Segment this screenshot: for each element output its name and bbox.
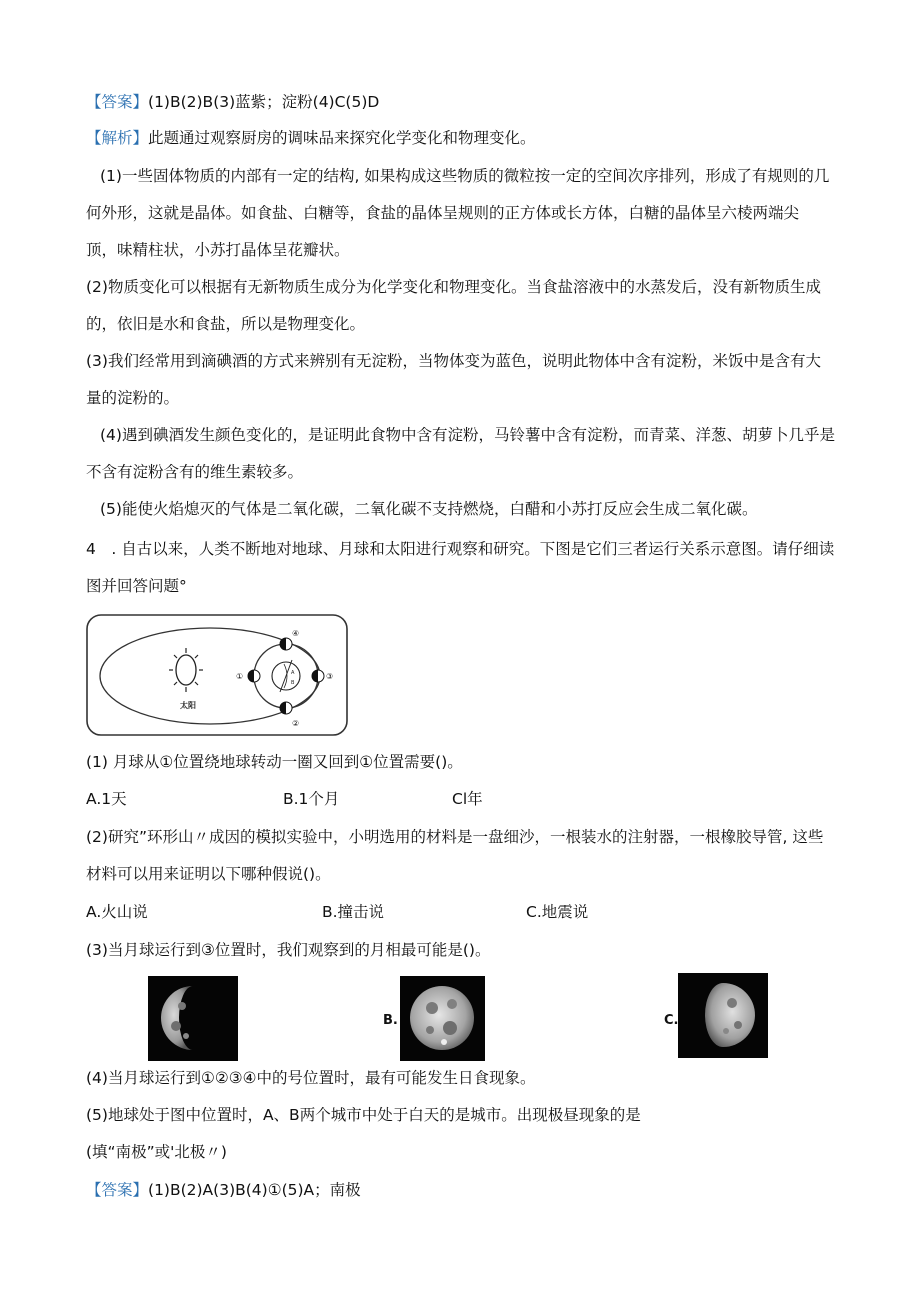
q4-stem-line2: 图并回答问题° (86, 577, 187, 595)
analysis-line (86, 128, 536, 148)
moon-option-c-label: C. (664, 1013, 679, 1028)
sun-icon (169, 648, 203, 692)
q4-sub3: (3)当月球运行到③位置时，我们观察到的月相最可能是()。 (86, 941, 491, 959)
q4-sub2-line2: 材料可以用来证明以下哪种假说()。 (86, 865, 331, 883)
q4-sub2-option-c: C.地震说 (526, 903, 589, 921)
moon-position-3-icon (312, 670, 324, 682)
moon-phase-image-b (400, 976, 485, 1061)
analysis-p1-line3: 顶，味精柱状，小苏打晶体呈花瓣状。 (86, 241, 350, 259)
q4-sub5-line1: (5)地球处于图中位置时，A、B两个城市中处于白天的是城市。出现极昼现象的是 (86, 1106, 641, 1124)
answer-tag: 【答案】 (86, 93, 149, 111)
earth-icon (272, 660, 300, 692)
analysis-p4-line1: (4)遇到碘酒发生颜色变化的，是证明此食物中含有淀粉，马铃薯中含有淀粉，而青菜、洋葱、胡萝卜几乎是 (100, 426, 835, 444)
moon-phase-image-a (148, 976, 238, 1061)
analysis-p3-line2: 量的淀粉的。 (86, 389, 180, 407)
q4-sub1-option-a: A.1天 (86, 790, 127, 808)
orbit-diagram (86, 614, 348, 736)
pos-4-label: ④ (292, 629, 300, 638)
answer2-text: (1)B(2)A(3)B(4)①(5)A；南极 (148, 1181, 361, 1199)
analysis-tag: 【解析】 (86, 129, 149, 147)
answer-line-2 (86, 1180, 361, 1200)
analysis-p2-line1: (2)物质变化可以根据有无新物质生成分为化学变化和物理变化。当食盐溶液中的水蒸发后，没有新物质生成 (86, 278, 821, 296)
pos-2-label: ② (292, 719, 300, 728)
sun-label: 太阳 (180, 701, 196, 710)
analysis-intro: 此题通过观察厨房的调味品来探究化学变化和物理变化。 (148, 129, 536, 147)
analysis-p3-line1: (3)我们经常用到滴碘酒的方式来辨别有无淀粉，当物体变为蓝色，说明此物体中含有淀粉，米饭中是含有大 (86, 352, 821, 370)
analysis-p4-line2: 不含有淀粉含有的维生素较多。 (86, 463, 304, 481)
moon-position-2-icon (280, 702, 292, 714)
analysis-p1-line1: (1)一些固体物质的内部有一定的结构, 如果构成这些物质的微粒按一定的空间次序排列，形成了有规则的几 (100, 167, 830, 185)
q4-stem-line1: 4 . 自古以来，人类不断地对地球、月球和太阳进行观察和研究。下图是它们三者运行关系示意图。请仔细读 (86, 540, 835, 558)
moon-position-4-icon (280, 638, 292, 650)
diagram-frame (87, 615, 347, 735)
q4-sub4: (4)当月球运行到①②③④中的号位置时，最有可能发生日食现象。 (86, 1069, 536, 1087)
answer-text: (1)B(2)B(3)蓝紫；淀粉(4)C(5)D (148, 93, 380, 111)
q4-sub1: (1) 月球从①位置绕地球转动一圈又回到①位置需要()。 (86, 753, 463, 771)
pos-3-label: ③ (326, 672, 334, 681)
earth-label-a: A (291, 670, 295, 676)
q4-sub1-option-c: Cl年 (452, 790, 483, 808)
analysis-p1-line2: 何外形，这就是晶体。如食盐、白糖等，食盐的晶体呈规则的正方体或长方体，白糖的晶体呈六棱两端尖 (86, 204, 800, 222)
q4-sub2-option-b: B.撞击说 (322, 903, 385, 921)
q4-sub2-line1: (2)研究”环形山〃成因的模拟实验中，小明选用的材料是一盘细沙，一根装水的注射器，一根橡胶导管, 这些 (86, 828, 824, 846)
q4-sub1-option-b: B.1个月 (283, 790, 340, 808)
q4-sub2-option-a: A.火山说 (86, 903, 148, 921)
moon-option-b-label: B. (383, 1013, 398, 1028)
earth-label-b: B (291, 680, 295, 686)
answer-line-1 (86, 92, 379, 112)
answer2-tag: 【答案】 (86, 1181, 149, 1199)
q4-sub5-line2: (填“南极”或'北极〃) (86, 1143, 227, 1161)
analysis-p5: (5)能使火焰熄灭的气体是二氧化碳，二氧化碳不支持燃烧，白醋和小苏打反应会生成二氧化碳。 (100, 500, 758, 518)
analysis-p2-line2: 的，依旧是水和食盐，所以是物理变化。 (86, 315, 366, 333)
moon-phase-image-c (678, 973, 768, 1058)
moon-position-1-icon (248, 670, 260, 682)
pos-1-label: ① (236, 672, 244, 681)
